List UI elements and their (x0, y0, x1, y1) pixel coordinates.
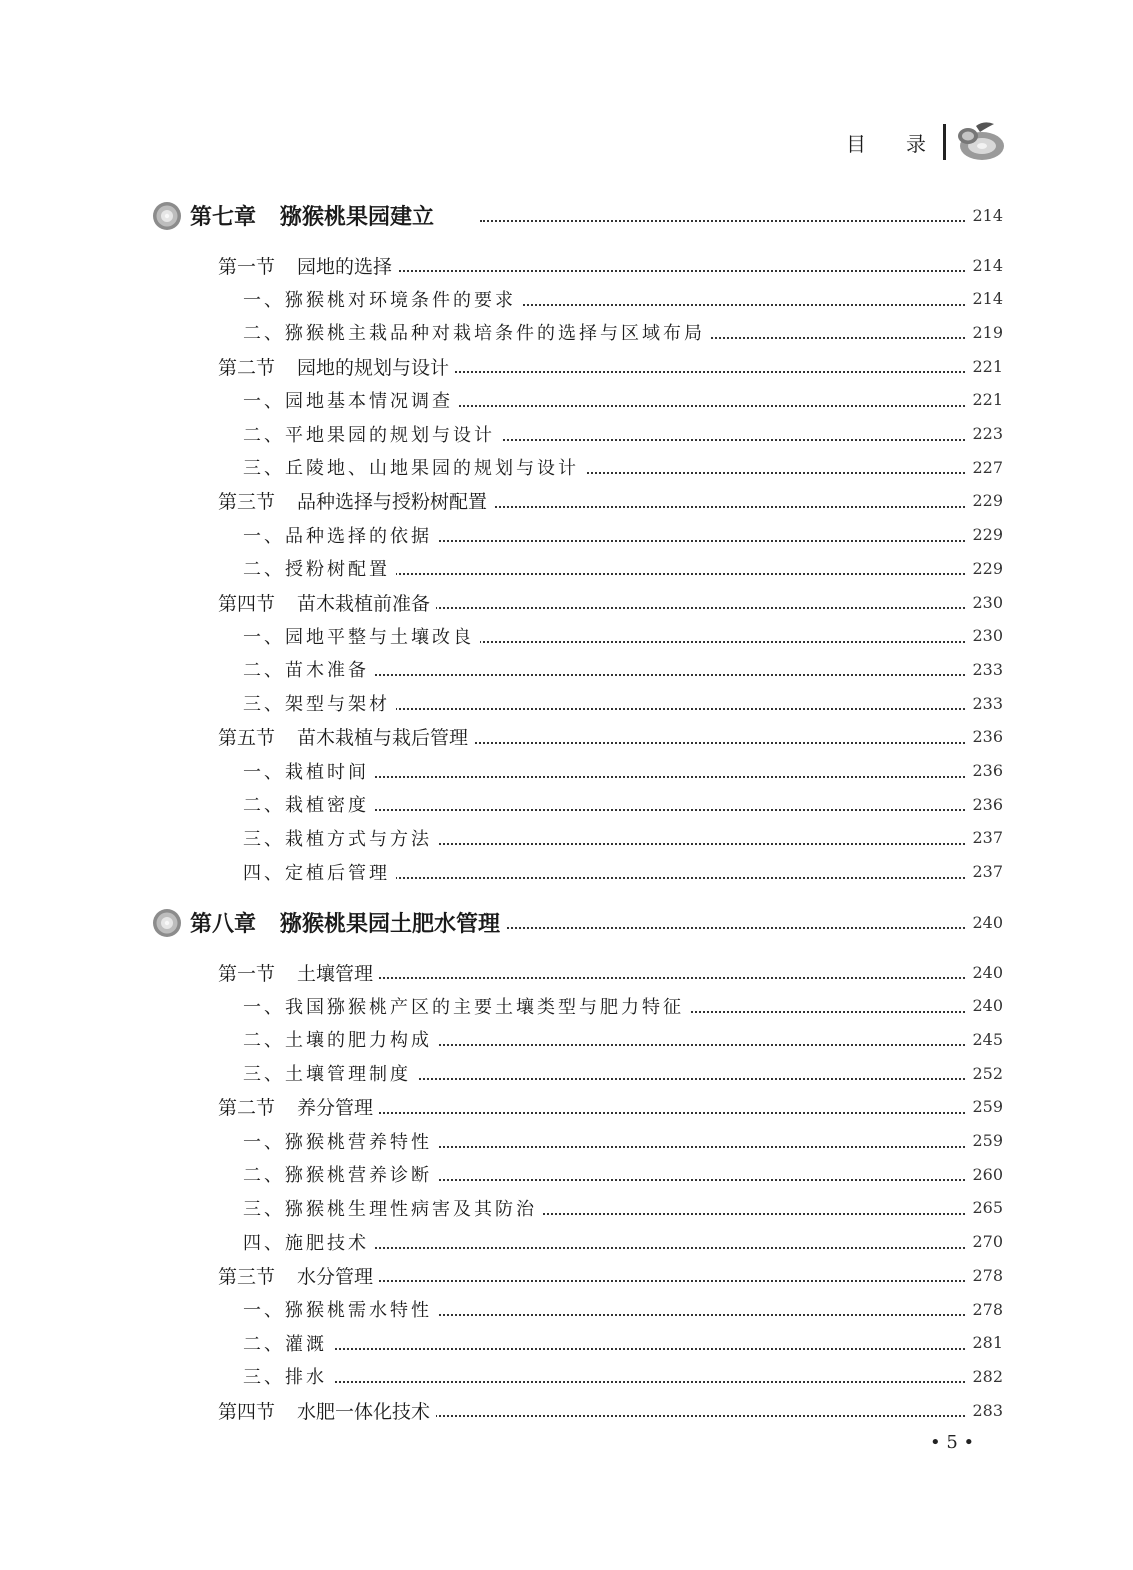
leader-dots (270, 1379, 965, 1383)
section-label (218, 353, 455, 380)
section-title: 苗木栽植前准备 (297, 592, 431, 615)
section-row[interactable] (0, 1395, 1133, 1425)
section-title: 苗木栽植与栽后管理 (297, 727, 469, 750)
subsection-row[interactable] (0, 789, 1133, 819)
section-title: 园地的规划与设计 (297, 356, 450, 379)
section-number: 第一节 (218, 962, 276, 985)
subsection-page-number: 240 (966, 996, 1003, 1015)
subsection-label: 二、苗木准备 (243, 656, 375, 682)
subsection-row[interactable] (0, 1328, 1133, 1358)
section-number: 第二节 (218, 356, 276, 379)
subsection-page-number: 219 (966, 323, 1003, 342)
subsection-page-number: 221 (966, 390, 1003, 409)
section-row[interactable] (0, 486, 1133, 516)
subsection-page-number: 252 (966, 1064, 1003, 1083)
section-label (218, 1397, 436, 1424)
subsection-row[interactable] (0, 756, 1133, 786)
subsection-label: 一、猕猴桃需水特性 (243, 1296, 438, 1322)
subsection-label: 二、猕猴桃营养诊断 (243, 1161, 438, 1187)
subsection-label: 二、土壤的肥力构成 (243, 1026, 438, 1052)
kiwi-slice-icon (152, 908, 182, 938)
subsection-row[interactable] (0, 1058, 1133, 1088)
section-label (218, 252, 398, 279)
subsection-page-number: 260 (966, 1165, 1003, 1184)
section-number: 第三节 (218, 1265, 276, 1288)
subsection-label: 三、土壤管理制度 (243, 1060, 417, 1086)
header-divider (943, 124, 946, 160)
chapter-label (190, 200, 440, 231)
subsection-label: 一、猕猴桃对环境条件的要求 (243, 286, 522, 312)
subsection-row[interactable] (0, 1126, 1133, 1156)
subsection-row[interactable] (0, 317, 1133, 347)
chapter-title: 猕猴桃果园建立 (280, 204, 435, 230)
subsection-page-number: 237 (966, 828, 1003, 847)
chapter-number: 第八章 (190, 911, 257, 937)
subsection-label: 二、平地果园的规划与设计 (243, 421, 501, 447)
section-title: 园地的选择 (297, 255, 393, 278)
subsection-label: 四、施肥技术 (243, 1229, 375, 1255)
section-page-number: 259 (966, 1097, 1003, 1116)
section-label (218, 589, 436, 616)
section-label (218, 1262, 379, 1289)
section-row[interactable] (0, 587, 1133, 617)
section-row[interactable] (0, 957, 1133, 987)
page-number: • 5 • (930, 1432, 975, 1453)
section-row[interactable] (0, 250, 1133, 280)
chapter-number: 第七章 (190, 204, 257, 230)
section-row[interactable] (0, 1260, 1133, 1290)
leader-dots (480, 218, 965, 222)
subsection-page-number: 237 (966, 862, 1003, 881)
section-page-number: 283 (966, 1401, 1003, 1420)
subsection-label: 二、灌溉 (243, 1330, 333, 1356)
header-title-char-2: 录 (906, 132, 926, 156)
subsection-row[interactable] (0, 1159, 1133, 1189)
page-header (0, 0, 1133, 190)
subsection-page-number: 227 (966, 458, 1003, 477)
subsection-page-number: 230 (966, 626, 1003, 645)
subsection-row[interactable] (0, 688, 1133, 718)
subsection-row[interactable] (0, 1193, 1133, 1223)
subsection-row[interactable] (0, 1024, 1133, 1054)
subsection-page-number: 233 (966, 694, 1003, 713)
section-page-number: 236 (966, 727, 1003, 746)
section-number: 第四节 (218, 1400, 276, 1423)
section-label (218, 723, 474, 750)
subsection-label: 一、品种选择的依据 (243, 522, 438, 548)
subsection-page-number: 281 (966, 1333, 1003, 1352)
leader-dots (480, 925, 965, 929)
section-title: 养分管理 (297, 1097, 374, 1120)
kiwi-slice-icon (152, 201, 182, 231)
subsection-label: 三、猕猴桃生理性病害及其防治 (243, 1195, 543, 1221)
subsection-row[interactable] (0, 1294, 1133, 1324)
chapter-page-number: 240 (966, 913, 1003, 932)
subsection-row[interactable] (0, 654, 1133, 684)
chapter-row[interactable] (0, 200, 1133, 230)
chapter-label (190, 907, 506, 938)
subsection-label: 三、丘陵地、山地果园的规划与设计 (243, 454, 585, 480)
subsection-label: 二、授粉树配置 (243, 555, 396, 581)
subsection-label: 三、栽植方式与方法 (243, 825, 438, 851)
subsection-label: 一、我国猕猴桃产区的主要土壤类型与肥力特征 (243, 993, 690, 1019)
subsection-page-number: 270 (966, 1232, 1003, 1251)
subsection-page-number: 214 (966, 289, 1003, 308)
subsection-page-number: 233 (966, 660, 1003, 679)
subsection-row[interactable] (0, 991, 1133, 1021)
section-page-number: 230 (966, 593, 1003, 612)
subsection-row[interactable] (0, 419, 1133, 449)
section-title: 水肥一体化技术 (297, 1400, 431, 1423)
subsection-label: 一、猕猴桃营养特性 (243, 1128, 438, 1154)
section-title: 品种选择与授粉树配置 (297, 491, 488, 514)
subsection-row[interactable] (0, 553, 1133, 583)
chapter-page-number: 214 (966, 206, 1003, 225)
subsection-label: 三、架型与架材 (243, 690, 396, 716)
section-page-number: 240 (966, 963, 1003, 982)
subsection-row[interactable] (0, 621, 1133, 651)
subsection-page-number: 278 (966, 1300, 1003, 1319)
header-title-char-1: 目 (846, 132, 866, 156)
subsection-page-number: 236 (966, 795, 1003, 814)
section-page-number: 221 (966, 357, 1003, 376)
subsection-row[interactable] (0, 823, 1133, 853)
section-page-number: 214 (966, 256, 1003, 275)
section-row[interactable] (0, 1092, 1133, 1122)
subsection-row[interactable] (0, 385, 1133, 415)
subsection-page-number: 259 (966, 1131, 1003, 1150)
kiwi-fruit-icon (952, 120, 1008, 164)
section-label (218, 487, 493, 514)
section-number: 第一节 (218, 255, 276, 278)
section-title: 水分管理 (297, 1265, 374, 1288)
subsection-label: 三、排水 (243, 1363, 333, 1389)
section-label (218, 1093, 379, 1120)
subsection-page-number: 229 (966, 559, 1003, 578)
subsection-page-number: 236 (966, 761, 1003, 780)
section-number: 第四节 (218, 592, 276, 615)
section-number: 第三节 (218, 491, 276, 514)
subsection-page-number: 229 (966, 525, 1003, 544)
section-number: 第五节 (218, 727, 276, 750)
subsection-label: 一、园地平整与土壤改良 (243, 623, 480, 649)
subsection-row[interactable] (0, 520, 1133, 550)
subsection-page-number: 245 (966, 1030, 1003, 1049)
chapter-title: 猕猴桃果园土肥水管理 (280, 911, 501, 937)
subsection-label: 四、定植后管理 (243, 859, 396, 885)
subsection-label: 二、栽植密度 (243, 791, 375, 817)
section-label (218, 959, 379, 986)
leader-dots (270, 1346, 965, 1350)
subsection-row[interactable] (0, 857, 1133, 887)
section-number: 第二节 (218, 1097, 276, 1120)
section-row[interactable] (0, 351, 1133, 381)
subsection-row[interactable] (0, 1227, 1133, 1257)
subsection-page-number: 223 (966, 424, 1003, 443)
section-title: 土壤管理 (297, 962, 374, 985)
section-row[interactable] (0, 722, 1133, 752)
chapter-row[interactable] (0, 907, 1133, 937)
subsection-page-number: 282 (966, 1367, 1003, 1386)
subsection-row[interactable] (0, 284, 1133, 314)
subsection-page-number: 265 (966, 1198, 1003, 1217)
subsection-label: 一、栽植时间 (243, 758, 375, 784)
subsection-row[interactable] (0, 452, 1133, 482)
subsection-label: 二、猕猴桃主栽品种对栽培条件的选择与区域布局 (243, 319, 711, 345)
subsection-row[interactable] (0, 1361, 1133, 1391)
section-page-number: 229 (966, 491, 1003, 510)
section-page-number: 278 (966, 1266, 1003, 1285)
subsection-label: 一、园地基本情况调查 (243, 387, 459, 413)
